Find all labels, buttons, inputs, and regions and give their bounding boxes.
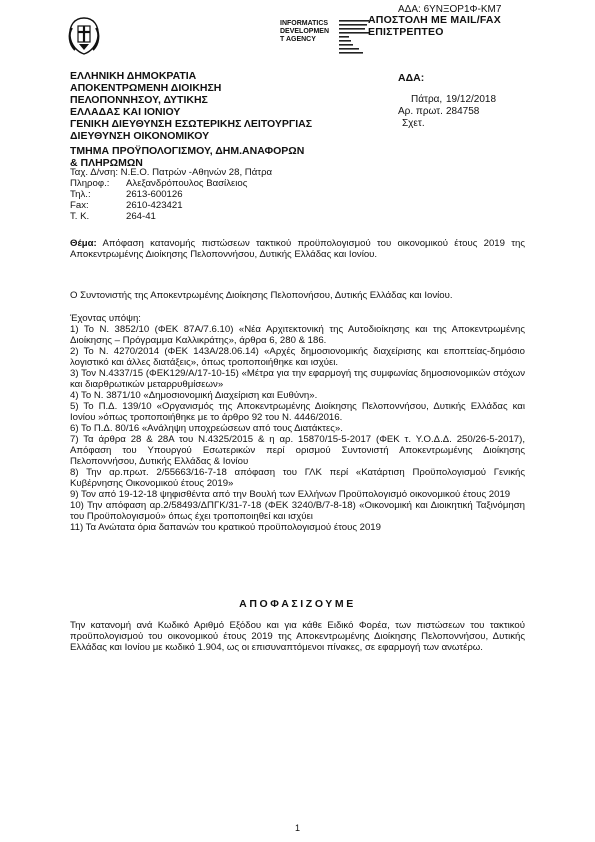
considering-heading: Έχοντας υπόψη:: [70, 313, 141, 324]
informatics-logo-text: [280, 20, 329, 44]
header-line-4: ΕΛΛΑΔΑΣ ΚΑΙ ΙΟΝΙΟΥ: [70, 106, 181, 118]
consideration-item-9: 9) Τον από 19-12-18 ψηφισθέντα από την Βουλή των Ελλήνων Προϋπολογισμό οικονομικού έτους 2019: [70, 489, 511, 500]
phone-row: [70, 189, 272, 200]
reference-label: Σχετ.: [402, 118, 425, 129]
contact-block: [70, 167, 272, 222]
postcode-row: [70, 211, 272, 222]
address-label: Ταχ. Δ/νση:: [70, 167, 118, 178]
header-line-7: ΤΜΗΜΑ ΠΡΟΫΠΟΛΟΓΙΣΜΟΥ, ΔΗΜ.ΑΝΑΦΟΡΩΝ: [70, 145, 305, 157]
fax-value: 2610-423421: [126, 200, 183, 211]
info-line-2: DEVELOPMEN: [280, 28, 330, 35]
header-line-6: ΔΙΕΥΘΥΝΣΗ ΟΙΚΟΝΟΜΙΚΟΥ: [70, 130, 210, 142]
consideration-item-3: 3) Τον Ν.4337/15 (ΦΕΚ129/Α/17-10-15) «Μέτρα για την εφαρμογή της συμφωνίας δημοσιονομικών στόχων και διαρθρωτικών μεταρρυθμίσεων»: [70, 368, 525, 390]
header-line-1: ΕΛΛΗΝΙΚΗ ΔΗΜΟΚΡΑΤΙΑ: [70, 70, 197, 82]
info-value: Αλεξανδρόπουλος Βασίλειος: [126, 178, 248, 189]
consideration-item-8: 8) Την αρ.πρωτ. 2/55663/16-7-18 απόφαση του ΓΛΚ περί «Κατάρτιση Προϋπολογισμού Γενικής Κυβέρνησης Οικονομικού έτους 2019»: [70, 467, 525, 489]
info-line-1: INFORMATICS: [280, 20, 329, 27]
stamp-mail-fax: ΑΠΟΣΤΟΛΗ ΜΕ MAIL/FAX: [368, 14, 501, 26]
consideration-item-5: 5) Το Π.Δ. 139/10 «Οργανισμός της Αποκεντρωμένης Διοίκησης Πελοποννήσου, Δυτικής Ελλάδας και Ιονίου »όπως τροποποιήθηκε με το άρθρο 92 του Ν. 4446/2016.: [70, 401, 525, 423]
protocol-number: 284758: [446, 106, 480, 117]
address-row: [70, 167, 272, 178]
consideration-item-10: 10) Την απόφαση αρ.2/58493/ΔΠΓΚ/31-7-18 (ΦΕΚ 3240/Β/7-8-18) «Οικονομική και Διοικητική Ταξινόμηση του Προϋπολογισμού» όπως έχει τροποποιηθεί και ισχύει: [70, 500, 525, 522]
postcode-label: Τ. Κ.: [70, 211, 90, 222]
info-label: Πληροφ.:: [70, 178, 110, 189]
header-line-3: ΠΕΛΟΠΟΝΝΗΣΟΥ, ΔΥΤΙΚΗΣ: [70, 94, 208, 106]
consideration-item-2: 2) Το Ν. 4270/2014 (ΦΕΚ 143Α/28.06.14) «Αρχές δημοσιονομικής διαχείρισης και εποπτείας-δημόσιο λογιστικό και άλλες διατάξεις», όπως τροποποιήθηκε και ισχύει.: [70, 346, 525, 368]
consideration-item-11: 11) Τα Ανώτατα όρια δαπανών του κρατικού προϋπολογισμού έτους 2019: [70, 522, 381, 533]
place-label: Πάτρα,: [411, 94, 443, 105]
header-line-8: & ΠΛΗΡΩΜΩΝ: [70, 157, 143, 169]
consideration-item-1: 1) Το Ν. 3852/10 (ΦΕΚ 87Α/7.6.10) «Νέα Αρχιτεκτονική της Αυτοδιοίκησης και της Αποκεντρωμένης Διοίκησης – Πρόγραμμα Καλλικράτης», άρθρα 6, 280 & 186.: [70, 324, 525, 346]
document-date: 19/12/2018: [446, 94, 497, 105]
issuer-header: [70, 70, 312, 169]
ada-code-top: ΑΔΑ: 6ΥΝΞΟΡ1Φ-ΚΜ7: [398, 4, 502, 15]
header-line-2: ΑΠΟΚΕΝΤΡΩΜΕΝΗ ΔΙΟΙΚΗΣΗ: [70, 82, 222, 94]
page-number: 1: [294, 823, 300, 833]
intro-paragraph: Ο Συντονιστής της Αποκεντρωμένης Διοίκησης Πελοπονήσου, Δυτικής Ελλάδας και Ιονίου.: [70, 290, 453, 301]
postcode-value: 264-41: [126, 211, 156, 222]
header-line-5: ΓΕΝΙΚΗ ΔΙΕΥΘΥΝΣΗ ΕΣΩΤΕΡΙΚΗΣ ΛΕΙΤΟΥΡΓΙΑΣ: [70, 118, 313, 130]
decision-paragraph: Την κατανομή ανά Κωδικό Αριθμό Εξόδου και για κάθε Ειδικό Φορέα, των πιστώσεων του τακτικού προϋπολογισμού του οικονομικού έτους 2019 της Αποκεντρωμένης Διοίκησης Πελοποννήσου, Δυτικής Ελλάδας και Ιονίου με κωδικό 1.904, ως οι επισυναπτόμενοι πίνακες, σε εφαρμογή των ανωτέρω.: [70, 620, 525, 653]
consideration-item-7: 7) Τα άρθρα 28 & 28Α του Ν.4325/2015 & η αρ. 15870/15-5-2017 (ΦΕΚ τ. Υ.Ο.Δ.Δ. 250/26-5-2017), Απόφαση του Υπουργού Εσωτερικών περί ορισμού Συντονιστή Αποκεντρωμένης Διοίκησης Πελοποννήσου, Δυτικής Ελλάδας & Ιονίου: [70, 434, 525, 467]
decision-title: ΑΠΟΦΑΣΙΖΟΥΜΕ: [239, 598, 356, 610]
greek-emblem-icon: [64, 14, 104, 58]
address-value: Ν.Ε.Ο. Πατρών -Αθηνών 28, Πάτρα: [120, 167, 273, 178]
info-line-3: T AGENCY: [280, 36, 316, 43]
subject-label: Θέμα:: [70, 238, 97, 249]
ada-label: ΑΔΑ:: [398, 72, 425, 84]
phone-label: Τηλ.:: [70, 189, 91, 200]
consideration-item-6: 6) Το Π.Δ. 80/16 «Ανάληψη υποχρεώσεων από τους Διατάκτες».: [70, 423, 343, 434]
subject-paragraph: [70, 238, 525, 260]
info-row: [70, 178, 272, 189]
phone-value: 2613-600126: [126, 189, 183, 200]
fax-label: Fax:: [70, 200, 89, 211]
consideration-item-4: 4) Το Ν. 3871/10 «Δημοσιονομική Διαχείριση και Ευθύνη».: [70, 390, 318, 401]
subject-text: Απόφαση κατανομής πιστώσεων τακτικού προϋπολογισμού του οικονομικού έτους 2019 της Αποκεντρωμένης Διοίκησης Πελοποννήσου, Δυτικής Ελλάδας και Ιονίου.: [70, 238, 525, 260]
stamp-allowed: ΕΠΙΣΤΡΕΠΤΕΟ: [368, 26, 444, 38]
protocol-label: Αρ. πρωτ.: [398, 106, 443, 117]
considerations-list: [70, 313, 525, 533]
fax-row: [70, 200, 272, 211]
